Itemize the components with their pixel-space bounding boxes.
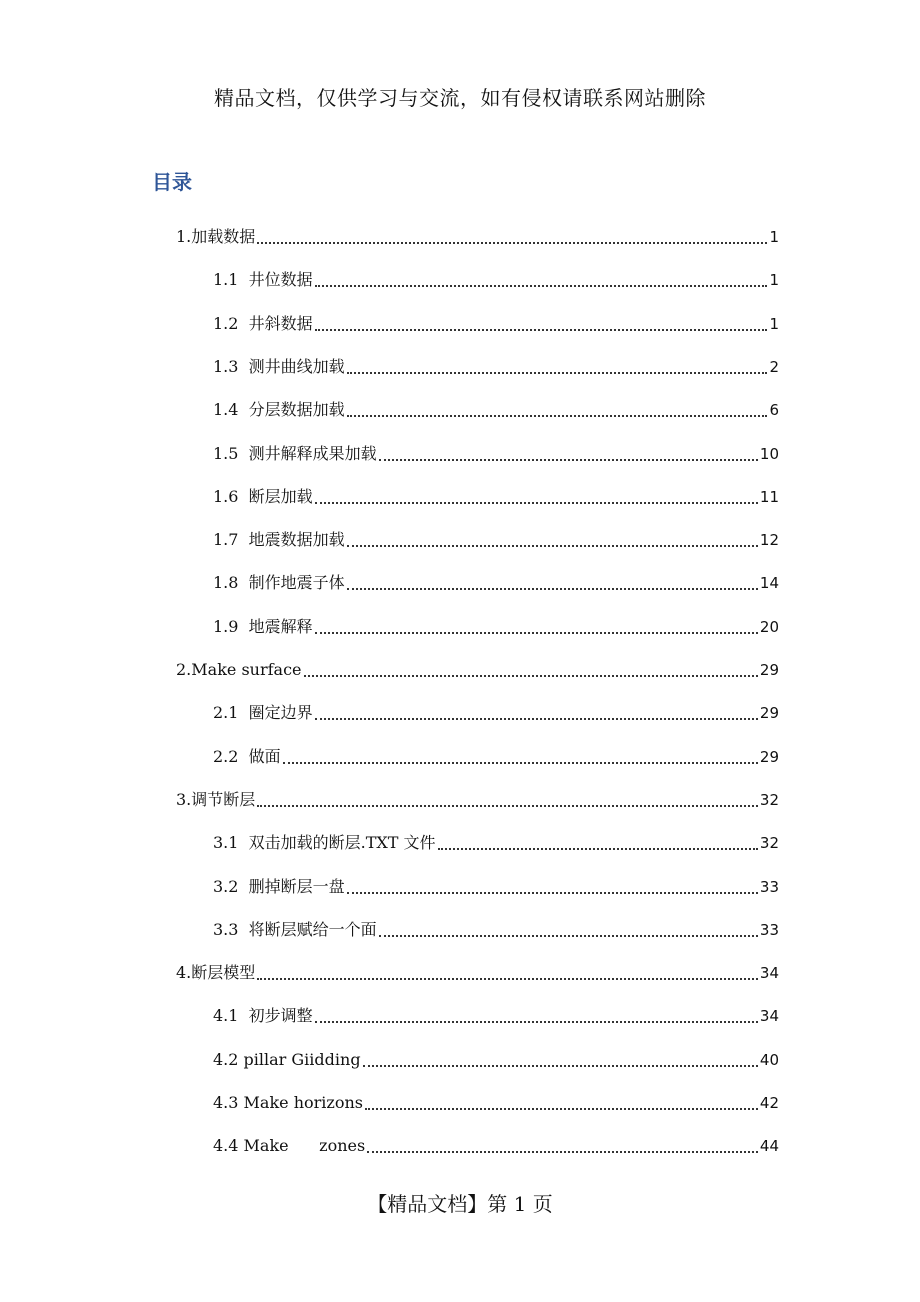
toc-entry-label: 3.1 双击加载的断层.TXT 文件 xyxy=(213,833,436,853)
toc-leader-dots xyxy=(347,415,768,417)
toc-entry-label: 2.Make surface xyxy=(176,660,302,679)
toc-leader-dots xyxy=(315,1021,758,1023)
toc-entry-page: 29 xyxy=(759,661,779,679)
toc-entry-page: 32 xyxy=(759,790,779,809)
toc-entry-page: 11 xyxy=(759,487,779,506)
toc-leader-dots xyxy=(315,502,758,504)
toc-entry-label: 3.3 将断层赋给一个面 xyxy=(213,919,377,939)
toc-leader-dots xyxy=(283,762,758,764)
toc-entry-page: 29 xyxy=(759,747,779,766)
toc-entry[interactable] xyxy=(213,1003,779,1029)
toc-entry-label: 2.1 圈定边界 xyxy=(213,703,313,723)
toc-entry[interactable] xyxy=(213,527,779,553)
toc-entry-page: 42 xyxy=(759,1094,779,1112)
toc-leader-dots xyxy=(347,892,758,894)
toc-entry-page: 32 xyxy=(759,834,779,853)
toc-entry[interactable] xyxy=(213,874,779,900)
toc-leader-dots xyxy=(347,372,768,374)
toc-entry-page: 20 xyxy=(759,617,779,636)
toc-entry-page: 34 xyxy=(759,1007,779,1026)
toc-entry-page: 34 xyxy=(759,964,779,983)
toc-entry[interactable] xyxy=(213,917,779,943)
toc-entry-label: 1.4 分层数据加载 xyxy=(213,400,345,420)
toc-entry-page: 44 xyxy=(759,1137,779,1156)
toc-entry-label: 4.3 Make horizons xyxy=(213,1093,363,1112)
toc-entry-page: 6 xyxy=(769,401,779,420)
toc-entry-label: 1.5 测井解释成果加载 xyxy=(213,443,377,463)
toc-leader-dots xyxy=(365,1108,758,1110)
toc-entry-label: 1.1 井位数据 xyxy=(213,270,313,290)
toc-entry[interactable] xyxy=(213,397,779,423)
toc-leader-dots xyxy=(257,242,767,244)
toc-entry[interactable] xyxy=(176,224,779,250)
toc-entry-page: 2 xyxy=(769,357,779,376)
toc-leader-dots xyxy=(363,1065,758,1067)
toc-leader-dots xyxy=(438,848,758,850)
toc-entry-page: 1 xyxy=(769,314,779,333)
document-header: 精品文档，仅供学习与交流，如有侵权请联系网站删除 xyxy=(214,86,706,110)
toc-entry[interactable] xyxy=(213,354,779,380)
toc-entry-page: 1 xyxy=(769,271,779,290)
toc-entry-page: 14 xyxy=(759,574,779,593)
toc-entry-label: 1.8 制作地震子体 xyxy=(213,573,345,593)
toc-entry-label: 3.调节断层 xyxy=(176,789,256,809)
toc-leader-dots xyxy=(347,588,758,590)
toc-leader-dots xyxy=(347,545,758,547)
toc-entry[interactable] xyxy=(213,830,779,856)
toc-leader-dots xyxy=(379,935,758,937)
toc-leader-dots xyxy=(257,978,758,980)
toc-leader-dots xyxy=(315,718,758,720)
toc-leader-dots xyxy=(379,459,758,461)
toc-entry[interactable] xyxy=(213,311,779,337)
toc-entry-page: 1 xyxy=(769,228,779,246)
toc-entry[interactable] xyxy=(213,1047,779,1073)
toc-leader-dots xyxy=(367,1151,758,1153)
toc-entry[interactable] xyxy=(213,267,779,293)
toc-leader-dots xyxy=(315,632,758,634)
toc-entry-label: 1.2 井斜数据 xyxy=(213,313,313,333)
toc-entry-page: 10 xyxy=(759,444,779,463)
toc-entry[interactable] xyxy=(213,441,779,467)
toc-entry-label: 2.2 做面 xyxy=(213,746,281,766)
toc-entry[interactable] xyxy=(176,960,779,986)
toc-title: 目录 xyxy=(152,170,192,194)
toc-entry-page: 33 xyxy=(759,920,779,939)
toc-leader-dots xyxy=(304,675,758,677)
page-footer: 【精品文档】第 1 页 xyxy=(367,1192,553,1216)
toc-entry[interactable] xyxy=(213,484,779,510)
toc-entry-page: 40 xyxy=(759,1050,779,1069)
toc-leader-dots xyxy=(257,805,758,807)
toc-leader-dots xyxy=(315,285,768,287)
toc-entry[interactable] xyxy=(213,1090,779,1116)
toc-entry[interactable] xyxy=(213,570,779,596)
toc-entry-page: 29 xyxy=(759,704,779,723)
toc-entry-page: 12 xyxy=(759,531,779,550)
toc-entry-label: 3.2 删掉断层一盘 xyxy=(213,876,345,896)
toc-entry-label: 1.7 地震数据加载 xyxy=(213,530,345,550)
toc-entry[interactable] xyxy=(176,787,779,813)
toc-entry[interactable] xyxy=(213,744,779,770)
toc-entry[interactable] xyxy=(213,1133,779,1159)
toc-entry[interactable] xyxy=(213,700,779,726)
toc-entry-label: 4.1 初步调整 xyxy=(213,1006,313,1026)
toc-entry-label: 4.4 Make zones xyxy=(213,1136,366,1156)
toc-leader-dots xyxy=(315,329,768,331)
toc-entry-label: 1.加载数据 xyxy=(176,227,256,246)
toc-entry-label: 4.断层模型 xyxy=(176,963,256,983)
toc-entry[interactable] xyxy=(176,657,779,683)
toc-entry-page: 33 xyxy=(759,877,779,896)
toc-entry-label: 1.9 地震解释 xyxy=(213,616,313,636)
toc-entry-label: 1.3 测井曲线加载 xyxy=(213,356,345,376)
toc-entry-label: 4.2 pillar Giidding xyxy=(213,1049,361,1069)
toc-entry-label: 1.6 断层加载 xyxy=(213,486,313,506)
toc-entry[interactable] xyxy=(213,614,779,640)
